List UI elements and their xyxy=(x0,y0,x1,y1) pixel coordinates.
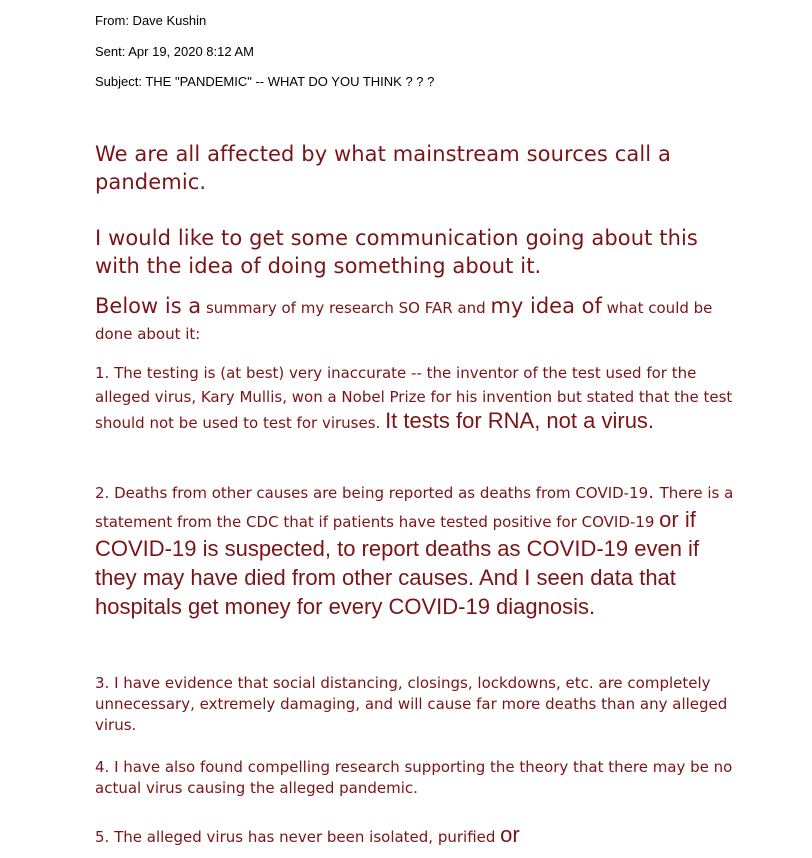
email-from: From: Dave Kushin xyxy=(95,13,207,28)
item2-text-a: 2. Deaths from other causes are being reported as deaths from COVID-19 xyxy=(95,484,649,502)
list-item-4: 4. I have also found compelling research supporting the theory that there may be no actual virus causing the alleged pandemic. xyxy=(95,758,733,797)
summary-part-a: Below is a xyxy=(95,294,202,318)
paragraph-summary xyxy=(95,294,735,347)
list-item-1 xyxy=(95,361,735,435)
list-item-2 xyxy=(95,480,735,622)
item2-text-b: . xyxy=(648,482,660,503)
item1-text: 1. The testing is (at best) very inaccurate -- the inventor of the test used for the alleged virus, Kary Mullis, won a Nobel Prize for his invention but stated that the test should not be used to test for viruses. xyxy=(95,364,733,432)
list-item-3: 3. I have evidence that social distancing, closings, lockdowns, etc. are completely unnecessary, extremely damaging, and will cause far more deaths than any alleged virus. xyxy=(95,674,728,734)
item5-emphasis: or xyxy=(500,822,520,847)
summary-part-b: summary of my research SO FAR and xyxy=(201,299,491,317)
paragraph-communication: I would like to get some communication going about this with the idea of doing something about it. xyxy=(95,226,698,278)
paragraph-intro: We are all affected by what mainstream sources call a pandemic. xyxy=(95,142,671,194)
summary-part-c: my idea of xyxy=(490,294,602,318)
email-subject: Subject: THE "PANDEMIC" -- WHAT DO YOU THINK ? ? ? xyxy=(95,74,435,89)
item2-emphasis: or if COVID-19 is suspected, to report deaths as COVID-19 even if they may have died from other causes. And I seen data that hospitals get money for every COVID-19 diagnosis. xyxy=(95,507,700,619)
summary-part-d: what could be done about it: xyxy=(95,299,713,343)
email-sent: Sent: Apr 19, 2020 8:12 AM xyxy=(95,44,255,59)
item2-text-c: There is a statement from the CDC that if patients have tested positive for COVID-19 xyxy=(95,484,734,531)
item5-text: 5. The alleged virus has never been isolated, purified xyxy=(95,828,501,846)
item1-emphasis: It tests for RNA, not a virus. xyxy=(385,408,655,433)
list-item-5 xyxy=(95,822,735,850)
